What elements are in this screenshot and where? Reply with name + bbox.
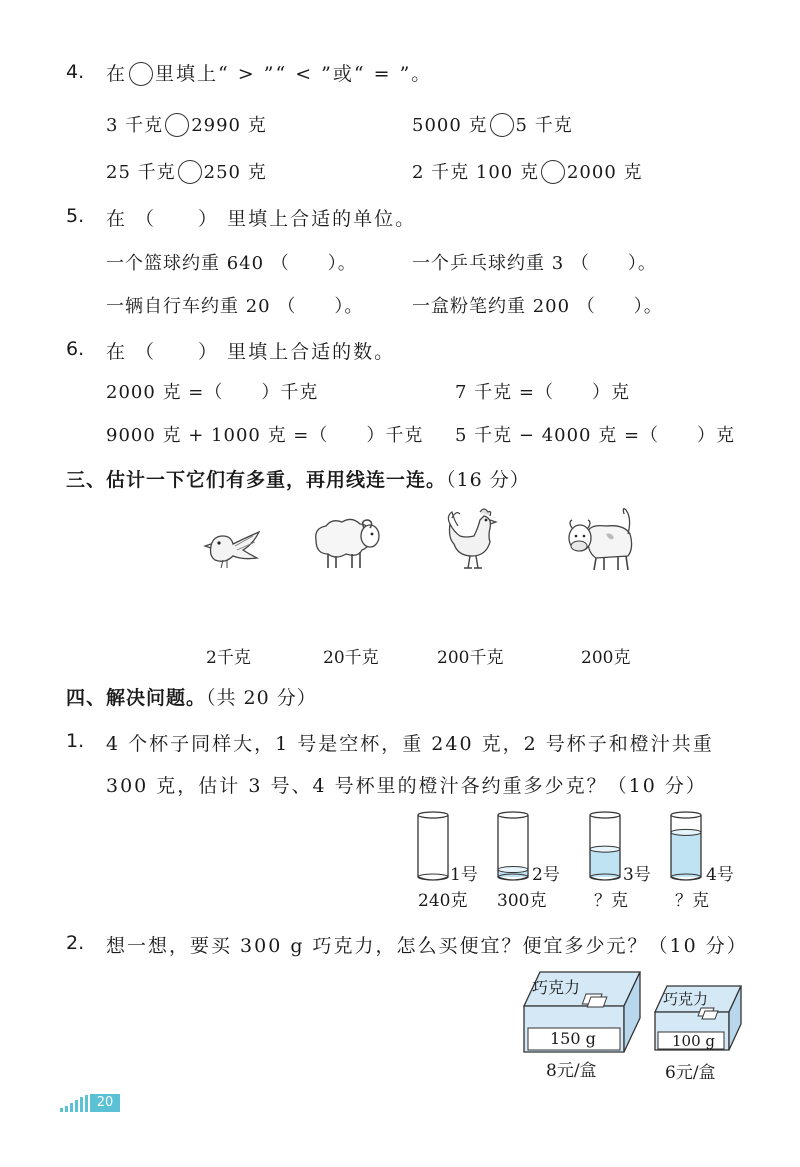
weight-option-2[interactable]: 20千克 — [323, 648, 379, 668]
q4-prompt-a: 在 — [106, 63, 128, 85]
q4-r2b-right: 2000 克 — [566, 162, 643, 183]
q6-row1-b[interactable]: 7 千克 =（ ）克 — [455, 382, 630, 403]
section4-score: （共 20 分） — [206, 687, 317, 709]
p2-line1: 想一想，要买 300 g 巧克力，怎么买便宜？便宜多少元？（10 分） — [106, 935, 748, 957]
cup-1-weight: 240克 — [418, 891, 468, 911]
page-number: 20 — [90, 1094, 120, 1112]
q6-row2-b[interactable]: 5 千克 − 4000 克 =（ ）克 — [455, 425, 736, 446]
p1-line2: 300 克，估计 3 号、4 号杯里的橙汁各约重多少克？（10 分） — [106, 775, 707, 797]
cup-2-weight: 300克 — [497, 891, 547, 911]
q4-r1b-right: 5 千克 — [515, 115, 573, 136]
q5-row2-b[interactable]: 一盒粉笔约重 200 （ ）。 — [412, 296, 663, 317]
cup-4-juice — [671, 832, 701, 877]
box-1-weight: 150 g — [550, 1029, 596, 1048]
q4-r2a-right: 250 克 — [203, 162, 267, 183]
cup-3-icon — [590, 812, 620, 880]
cup-1-label: 1号 — [450, 865, 478, 885]
box-1-price: 8元/盒 — [546, 1061, 597, 1081]
cup-3-juice — [590, 849, 620, 877]
q5-row2-a[interactable]: 一辆自行车约重 20 （ ）。 — [106, 296, 364, 317]
section3-title-text: 三、估计一下它们有多重，再用线连一连。 — [66, 469, 447, 491]
q5-number: 5. — [66, 205, 85, 227]
cup-4-label: 4号 — [706, 865, 734, 885]
q4-r1a-left: 3 千克 — [106, 115, 164, 136]
q4-r1a-right: 2990 克 — [191, 115, 267, 136]
box-2-name: 巧克力 — [663, 990, 709, 1008]
q5-prompt: 在 （ ） 里填上合适的单位。 — [106, 208, 417, 230]
cup-2-icon — [498, 812, 528, 880]
q6-row2-a[interactable]: 9000 克 + 1000 克 =（ ）千克 — [106, 425, 424, 446]
q4-number: 4. — [66, 61, 85, 83]
weight-option-1[interactable]: 2千克 — [206, 648, 251, 668]
weight-option-3[interactable]: 200千克 — [437, 648, 504, 668]
box-2-weight: 100 g — [672, 1032, 716, 1050]
p1-number: 1. — [66, 730, 85, 752]
weight-option-4[interactable]: 200克 — [581, 648, 631, 668]
q4-r2b-left: 2 千克 100 克 — [412, 162, 539, 183]
q6-prompt: 在 （ ） 里填上合适的数。 — [106, 341, 396, 363]
cup-1-icon — [418, 812, 448, 880]
section3-score: （16 分） — [446, 469, 530, 491]
cup-3-label: 3号 — [623, 865, 651, 885]
q4-r1b-left: 5000 克 — [412, 115, 488, 136]
p1-line1: 4 个杯子同样大，1 号是空杯，重 240 克，2 号杯子和橙汁共重 — [106, 733, 714, 755]
q4-prompt-b: 里填上“ > ”“ < ”或“ = ”。 — [155, 63, 433, 85]
q6-number: 6. — [66, 338, 85, 360]
q6-row1-a[interactable]: 2000 克 =（ ）千克 — [106, 382, 319, 403]
q5-row1-a[interactable]: 一个篮球约重 640 （ ）。 — [106, 253, 357, 274]
cup-3-weight: ？克 — [594, 891, 628, 911]
page-bars-icon — [60, 1095, 90, 1112]
q5-row1-b[interactable]: 一个乒乓球约重 3 （ ）。 — [412, 253, 657, 274]
box-2-price: 6元/盒 — [665, 1063, 716, 1083]
cup-4-weight: ？克 — [675, 891, 709, 911]
section4-title-text: 四、解决问题。 — [66, 687, 207, 709]
box-1-name: 巧克力 — [532, 978, 581, 997]
cup-4-icon — [671, 812, 701, 880]
q4-r2a-left: 25 千克 — [106, 162, 176, 183]
cup-2-label: 2号 — [532, 865, 560, 885]
p2-number: 2. — [66, 932, 85, 954]
